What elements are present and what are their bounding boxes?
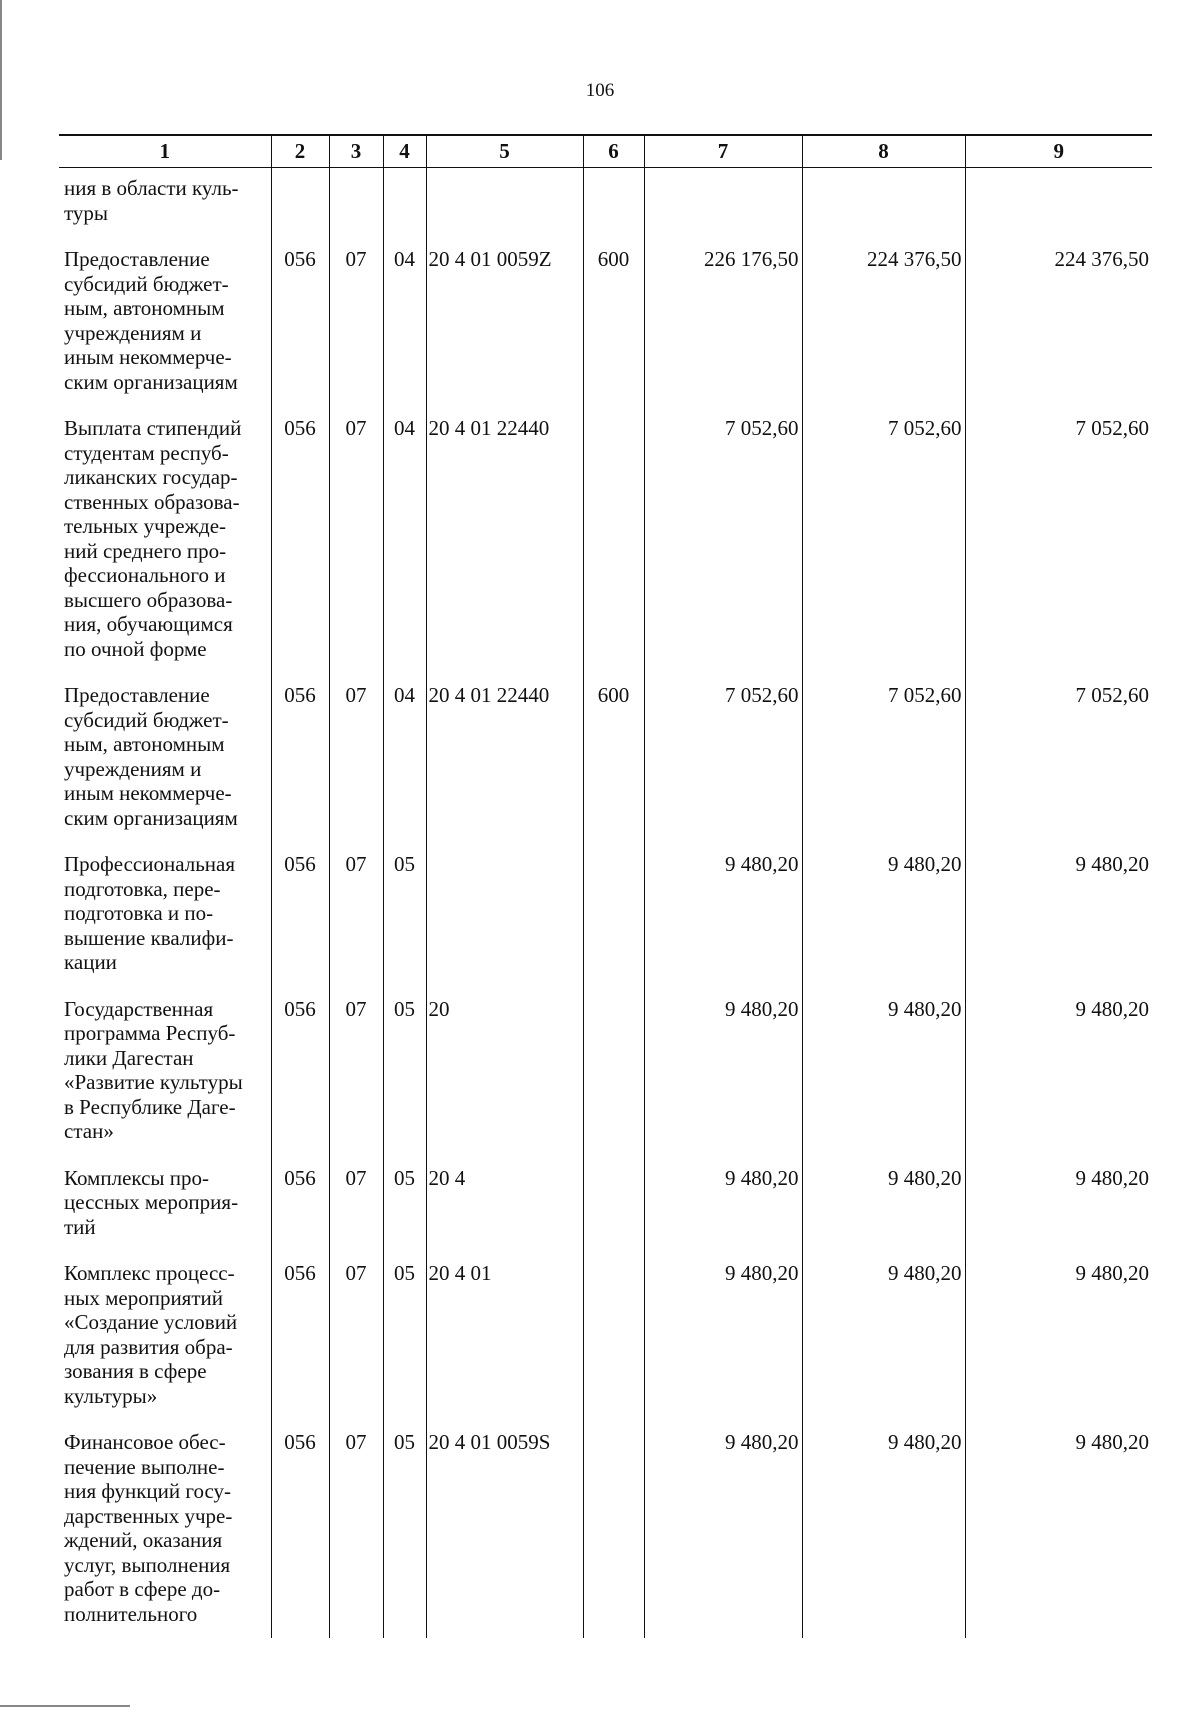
amount-year-2-cell: 9 480,20 xyxy=(802,1261,965,1430)
table-row xyxy=(59,1430,1152,1638)
target-article-cell: 20 4 01 22440 xyxy=(426,683,583,852)
amount-year-1-cell xyxy=(644,168,802,248)
scan-edge-bottom xyxy=(0,1705,130,1707)
section-code-cell: 07 xyxy=(329,1430,383,1638)
ministry-code-cell: 056 xyxy=(271,1261,329,1430)
target-article-cell xyxy=(426,168,583,248)
column-header: 6 xyxy=(583,135,644,168)
amount-year-3-cell: 224 376,50 xyxy=(965,247,1152,416)
target-article-cell: 20 4 01 xyxy=(426,1261,583,1430)
column-header: 5 xyxy=(426,135,583,168)
column-header: 9 xyxy=(965,135,1152,168)
amount-year-2-cell: 9 480,20 xyxy=(802,997,965,1166)
section-code-cell: 07 xyxy=(329,683,383,852)
table-header-row xyxy=(59,135,1152,168)
expense-type-cell xyxy=(583,416,644,683)
section-code-cell: 07 xyxy=(329,852,383,997)
row-name-cell: ния в области куль- туры xyxy=(64,176,239,225)
column-header: 1 xyxy=(59,135,271,168)
ministry-code-cell: 056 xyxy=(271,852,329,997)
amount-year-1-cell: 7 052,60 xyxy=(644,683,802,852)
amount-year-1-cell: 9 480,20 xyxy=(644,852,802,997)
expense-type-cell xyxy=(583,168,644,248)
amount-year-3-cell: 9 480,20 xyxy=(965,852,1152,997)
section-code-cell: 07 xyxy=(329,1261,383,1430)
table-row xyxy=(59,852,1152,997)
subsection-code-cell: 05 xyxy=(383,1166,426,1262)
section-code-cell: 07 xyxy=(329,247,383,416)
section-code-cell: 07 xyxy=(329,1166,383,1262)
ministry-code-cell: 056 xyxy=(271,1430,329,1638)
subsection-code-cell: 05 xyxy=(383,997,426,1166)
amount-year-2-cell: 9 480,20 xyxy=(802,1166,965,1262)
amount-year-2-cell: 9 480,20 xyxy=(802,852,965,997)
amount-year-1-cell: 9 480,20 xyxy=(644,1166,802,1262)
amount-year-2-cell: 7 052,60 xyxy=(802,416,965,683)
amount-year-3-cell: 9 480,20 xyxy=(965,1166,1152,1262)
subsection-code-cell: 04 xyxy=(383,683,426,852)
table-row xyxy=(59,416,1152,683)
amount-year-1-cell: 9 480,20 xyxy=(644,1430,802,1638)
row-name-cell: Выплата стипендий студентам респуб- ликанских государ- ственных образова- тельных учрежде- ний среднего про- фессионального и высшего образова- ния, обучающимся по очной форме xyxy=(64,416,242,661)
subsection-code-cell: 04 xyxy=(383,416,426,683)
amount-year-3-cell: 7 052,60 xyxy=(965,416,1152,683)
row-name-cell: Предоставление субсидий бюджет- ным, автономным учреждениям и иным некоммерче- ским организациям xyxy=(64,683,238,830)
section-code-cell: 07 xyxy=(329,997,383,1166)
amount-year-3-cell: 9 480,20 xyxy=(965,1261,1152,1430)
row-name-cell: Комплекс процесс- ных мероприятий «Создание условий для развития обра- зования в сфере культуры» xyxy=(64,1261,238,1408)
target-article-cell: 20 4 01 0059S xyxy=(426,1430,583,1638)
amount-year-3-cell: 9 480,20 xyxy=(965,997,1152,1166)
ministry-code-cell: 056 xyxy=(271,1166,329,1262)
amount-year-1-cell: 9 480,20 xyxy=(644,1261,802,1430)
column-header: 4 xyxy=(383,135,426,168)
amount-year-3-cell: 9 480,20 xyxy=(965,1430,1152,1638)
expense-type-cell xyxy=(583,1166,644,1262)
row-name-cell: Государственная программа Респуб- лики Дагестан «Развитие культуры в Республике Даге- стан» xyxy=(64,996,243,1143)
row-name-cell: Финансовое обес- печение выполне- ния функций госу- дарственных учре- ждений, оказания услуг, выполнения работ в сфере до- полнительного xyxy=(64,1430,233,1626)
table-row xyxy=(59,997,1152,1166)
table-row xyxy=(59,247,1152,416)
expense-type-cell: 600 xyxy=(583,247,644,416)
amount-year-1-cell: 226 176,50 xyxy=(644,247,802,416)
column-header: 2 xyxy=(271,135,329,168)
expense-type-cell xyxy=(583,997,644,1166)
amount-year-1-cell: 9 480,20 xyxy=(644,997,802,1166)
table-row xyxy=(59,1166,1152,1262)
row-name-cell: Предоставление субсидий бюджет- ным, автономным учреждениям и иным некоммерче- ским организациям xyxy=(64,247,238,394)
ministry-code-cell: 056 xyxy=(271,683,329,852)
ministry-code-cell: 056 xyxy=(271,247,329,416)
amount-year-1-cell: 7 052,60 xyxy=(644,416,802,683)
subsection-code-cell xyxy=(383,168,426,248)
expense-type-cell xyxy=(583,1430,644,1638)
target-article-cell: 20 4 01 22440 xyxy=(426,416,583,683)
subsection-code-cell: 05 xyxy=(383,1430,426,1638)
amount-year-2-cell: 9 480,20 xyxy=(802,1430,965,1638)
column-header: 3 xyxy=(329,135,383,168)
expense-type-cell xyxy=(583,852,644,997)
amount-year-2-cell xyxy=(802,168,965,248)
subsection-code-cell: 05 xyxy=(383,1261,426,1430)
ministry-code-cell: 056 xyxy=(271,997,329,1166)
amount-year-3-cell: 7 052,60 xyxy=(965,683,1152,852)
target-article-cell xyxy=(426,852,583,997)
column-header: 8 xyxy=(802,135,965,168)
subsection-code-cell: 05 xyxy=(383,852,426,997)
expense-type-cell: 600 xyxy=(583,683,644,852)
target-article-cell: 20 4 xyxy=(426,1166,583,1262)
amount-year-2-cell: 7 052,60 xyxy=(802,683,965,852)
budget-table xyxy=(59,134,1152,1638)
section-code-cell xyxy=(329,168,383,248)
table-row xyxy=(59,683,1152,852)
table-row xyxy=(59,1261,1152,1430)
table-row xyxy=(59,168,1152,248)
row-name-cell: Профессиональная подготовка, пере- подготовка и по- вышение квалифи- кации xyxy=(64,852,236,974)
expense-type-cell xyxy=(583,1261,644,1430)
amount-year-3-cell xyxy=(965,168,1152,248)
column-header: 7 xyxy=(644,135,802,168)
section-code-cell: 07 xyxy=(329,416,383,683)
target-article-cell: 20 xyxy=(426,997,583,1166)
ministry-code-cell xyxy=(271,168,329,248)
ministry-code-cell: 056 xyxy=(271,416,329,683)
subsection-code-cell: 04 xyxy=(383,247,426,416)
amount-year-2-cell: 224 376,50 xyxy=(802,247,965,416)
target-article-cell: 20 4 01 0059Z xyxy=(426,247,583,416)
table-body xyxy=(59,168,1152,1639)
row-name-cell: Комплексы про- цессных мероприя- тий xyxy=(64,1165,239,1239)
page-number: 106 xyxy=(585,80,615,101)
